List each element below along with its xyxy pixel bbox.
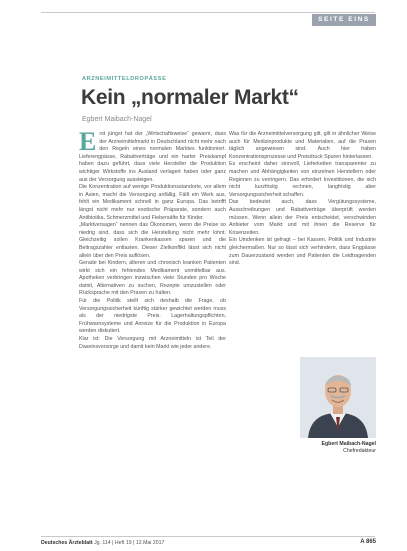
footer-citation [41, 540, 164, 546]
paragraph: Was für die Arzneimittelversorgung gilt, gilt in ähnlicher Weise auch für Medizinprodukte und Materialien, auf die Praxen täglich angewiesen sind. Auch hier haben Konzentrationsprozesse und Preisdruck Spuren hinterlassen. [229, 131, 376, 160]
paragraph: „Marktversagen“ nennen das Ökonomen, wenn die Preise so niedrig sind, dass sich die Herstellung nicht mehr lohnt. Gleichzeitig sollen Krankenkassen sparen und die Beitragszahler entlasten. Dieser Zielkonflikt lässt sich nicht allein über den Preis auflösen. [79, 222, 226, 259]
section-label: SEITE EINS [312, 14, 376, 26]
top-rule [41, 12, 375, 13]
paragraph: Die Konzentration auf wenige Produktionsstandorte, vor allem in Asien, macht die Versorgung anfällig. Fällt ein Werk aus, fehlt ein Medikament schnell in ganz Europa. Das betrifft längst nicht mehr nur exotische Präparate, sondern auch Antibiotika, Schmerzmittel und Fiebersäfte für Kinder. [79, 184, 226, 221]
article-author: Egbert Maibach-Nagel [82, 116, 152, 123]
paragraph: rst jüngst hat der „Wirtschaftsweise“ gewarnt, dass der Arzneimittelmarkt in Deutschland nicht mehr nach den Regeln eines normalen Marktes funktioniert. Lieferengpässe, Rabattverträge und ein harter Preiskampf haben dazu geführt, dass viele Hersteller die Produktion wichtiger Wirkstoffe ins Ausland verlagert haben oder ganz aus der Versorgung aussteigen. [79, 131, 226, 183]
caption-role: Chefredakteur [343, 448, 376, 454]
author-photo [300, 357, 376, 438]
article-title: Kein „normaler Markt“ [81, 86, 299, 109]
footer-issue: Jg. 114 | Heft 19 | 12.Mai 2017 [94, 540, 165, 546]
page-number: A 865 [360, 539, 376, 545]
paragraph: Für die Politik stellt sich deshalb die Frage, ob Versorgungssicherheit künftig stärker gewichtet werden muss als der niedrigste Preis. Lagerhaltungspflichten, Frühwarnsysteme und Anreize für die Produktion in Europa werden diskutiert. [79, 298, 226, 335]
drop-cap: E [79, 131, 97, 156]
article-column-left [79, 131, 226, 516]
article-kicker: ARZNEIMITTELDROPÄSSE [82, 76, 167, 82]
paragraph: Es erscheint daher sinnvoll, Lieferketten transparenter zu machen und Abhängigkeiten von einzelnen Herstellern oder Regionen zu verringern. Das erfordert Investitionen, die sich nicht kurzfristig rechnen, langfristig aber Versorgungssicherheit schaffen. [229, 161, 376, 198]
paragraph: Ein Umdenken ist gefragt – bei Kassen, Politik und Industrie gleichermaßen. Nur so lässt sich verhindern, dass Engpässe zum Dauerzustand werden und Patienten die Leidtragenden sind. [229, 237, 376, 267]
portrait-illustration [300, 357, 376, 438]
photo-caption [300, 441, 376, 455]
footer-journal: Deutsches Ärzteblatt [41, 540, 93, 546]
paragraph: Klar ist: Die Versorgung mit Arzneimitteln ist Teil der Daseinsvorsorge und damit kein Markt wie jeder andere. [79, 336, 226, 350]
caption-name: Egbert Maibach-Nagel [321, 441, 376, 447]
paragraph: Gerade bei Kindern, älteren und chronisch kranken Patienten wirkt sich ein fehlendes Medikament unmittelbar aus. Apotheken verbringen inzwischen viele Stunden pro Woche damit, Alternativen zu suchen, Rezepte umzustellen oder Rücksprache mit den Praxen zu halten. [79, 260, 226, 297]
article-column-right [229, 131, 376, 341]
bottom-rule [41, 536, 375, 537]
paragraph: Das bedeutet auch, dass Vergütungssysteme, Ausschreibungen und Rabattverträge überprüft werden müssen. Wenn allein der Preis entscheidet, verschwinden Anbieter vom Markt und mit ihnen die Reserve für Krisenzeiten. [229, 199, 376, 236]
